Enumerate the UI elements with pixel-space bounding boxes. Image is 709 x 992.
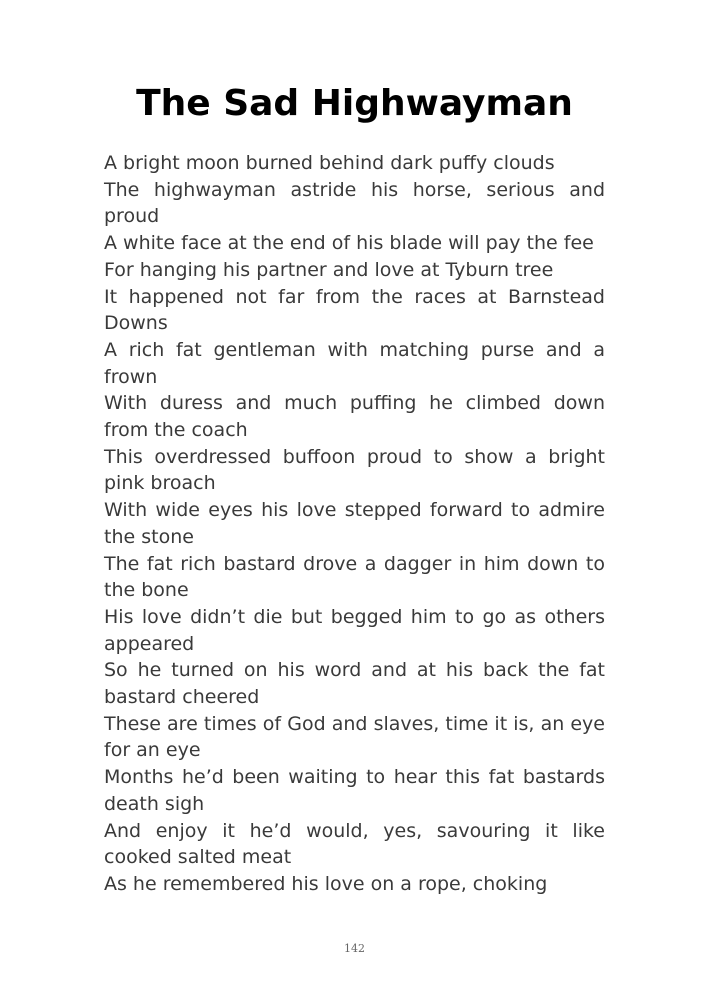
poem-line: A white face at the end of his blade will pay the fee: [104, 232, 594, 255]
poem-line: His love didn’t die but begged him to go as others appeared: [104, 605, 605, 655]
poem-line: With duress and much puffing he climbed down from the coach: [104, 392, 605, 442]
poem-line: For hanging his partner and love at Tyburn tree: [104, 258, 554, 281]
poem-line: And enjoy it he’d would, yes, savouring it like cooked salted meat: [104, 819, 605, 869]
poem-line: The highwayman astride his horse, serious and proud: [104, 178, 605, 228]
poem-line: With wide eyes his love stepped forward to admire the stone: [104, 499, 605, 548]
page-number: 142: [344, 942, 365, 955]
poem-title: The Sad Highwayman: [136, 83, 573, 124]
poem-line: It happened not far from the races at Barnstead Downs: [104, 285, 605, 335]
poem-line: A rich fat gentleman with matching purse and a frown: [104, 338, 605, 388]
poem-line: The fat rich bastard drove a dagger in him down to the bone: [104, 552, 605, 602]
poem-body: [104, 150, 605, 898]
poem-line: These are times of God and slaves, time it is, an eye for an eye: [104, 712, 605, 762]
poem-line: As he remembered his love on a rope, choking: [104, 872, 548, 895]
poem-line: So he turned on his word and at his back the fat bastard cheered: [104, 659, 605, 709]
poem-line: Months he’d been waiting to hear this fat bastards death sigh: [104, 766, 605, 815]
poem-line: A bright moon burned behind dark puffy clouds: [104, 152, 555, 174]
poem-line: This overdressed buffoon proud to show a bright pink broach: [104, 445, 605, 495]
